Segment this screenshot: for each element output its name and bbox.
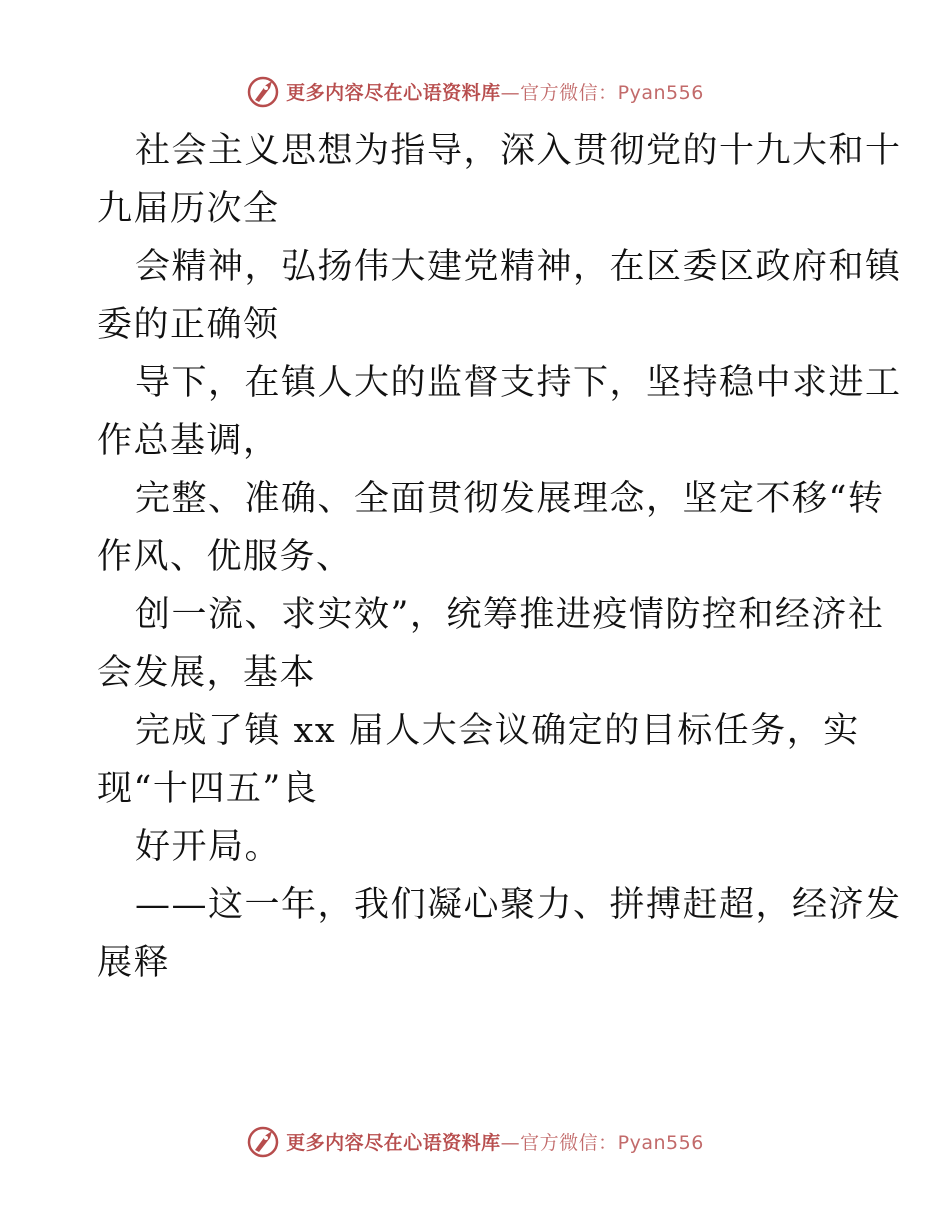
pen-nib-logo-icon <box>246 73 282 109</box>
body-line: 展释 <box>97 943 171 983</box>
body-line: 创一流、求实效”，统筹推进疫情防控和经济社 <box>135 595 885 635</box>
header-banner-text: 更多内容尽在心语资料库—官方微信：Pyan556 <box>286 81 704 104</box>
body-line: 现“十四五”良 <box>97 769 319 809</box>
body-line: 会精神，弘扬伟大建党精神，在区委区政府和镇 <box>135 247 902 287</box>
body-line: 完成了镇 xx 届人大会议确定的目标任务，实 <box>135 711 860 751</box>
footer-banner <box>0 1121 950 1161</box>
body-line: 委的正确领 <box>97 305 280 345</box>
body-line: 会发展，基本 <box>97 653 317 693</box>
body-line: 导下，在镇人大的监督支持下，坚持稳中求进工 <box>135 363 902 403</box>
footer-banner-text: 更多内容尽在心语资料库—官方微信：Pyan556 <box>286 1131 704 1154</box>
header-banner <box>0 71 950 111</box>
pen-nib-logo-icon <box>246 1123 282 1159</box>
body-line: 作总基调， <box>97 421 280 461</box>
body-line: 九届历次全 <box>97 189 280 229</box>
body-line: ——这一年，我们凝心聚力、拼搏赶超，经济发 <box>135 885 902 925</box>
document-body <box>97 122 902 992</box>
body-line: 作风、优服务、 <box>97 537 353 577</box>
body-line: 完整、准确、全面贯彻发展理念，坚定不移“转 <box>135 479 885 519</box>
body-line: 社会主义思想为指导，深入贯彻党的十九大和十 <box>135 131 902 171</box>
body-line: 好开局。 <box>135 827 282 867</box>
